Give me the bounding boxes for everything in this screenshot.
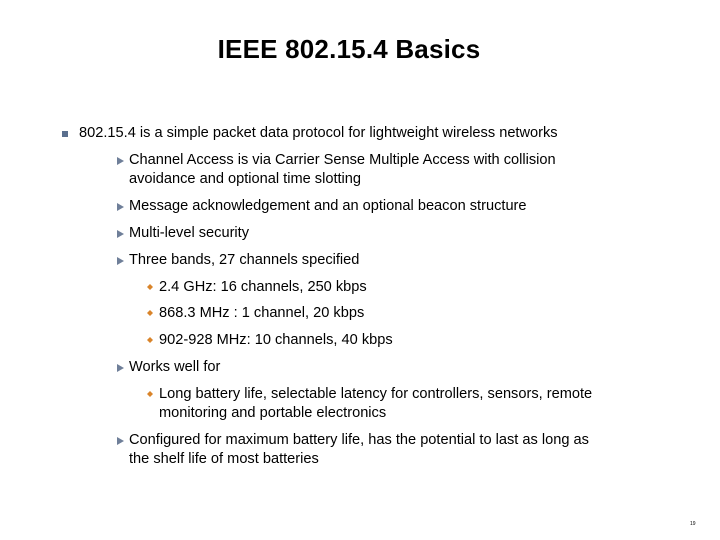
bullet-band-2: 868.3 MHz : 1 channel, 20 kbps	[159, 305, 365, 321]
bullet-configured-cont: the shelf life of most batteries	[129, 451, 319, 467]
bullet-message-ack: Message acknowledgement and an optional beacon structure	[129, 198, 527, 214]
bullet-channel-access: Channel Access is via Carrier Sense Multiple Access with collision	[129, 152, 556, 168]
bullet-main: 802.15.4 is a simple packet data protocol for lightweight wireless networks	[79, 125, 558, 141]
arrow-bullet-icon	[117, 157, 124, 165]
diamond-bullet-icon	[147, 391, 153, 397]
bullet-security: Multi-level security	[129, 225, 250, 241]
arrow-bullet-icon	[117, 230, 124, 238]
bullet-works-detail-cont: monitoring and portable electronics	[159, 405, 387, 421]
arrow-bullet-icon	[117, 364, 124, 372]
page-number: 19	[690, 521, 696, 527]
arrow-bullet-icon	[117, 437, 124, 445]
bullet-works-well: Works well for	[129, 359, 221, 375]
diamond-bullet-icon	[147, 337, 153, 343]
diamond-bullet-icon	[147, 310, 153, 316]
arrow-bullet-icon	[117, 203, 124, 211]
slide-title: IEEE 802.15.4 Basics	[217, 34, 481, 64]
bullet-works-detail: Long battery life, selectable latency for controllers, sensors, remote	[159, 386, 593, 402]
bullet-channel-access-cont: avoidance and optional time slotting	[129, 171, 362, 187]
bullet-configured: Configured for maximum battery life, has the potential to last as long as	[129, 432, 589, 448]
diamond-bullet-icon	[147, 284, 153, 290]
square-bullet-icon	[62, 131, 68, 137]
bullet-bands: Three bands, 27 channels specified	[129, 252, 360, 268]
arrow-bullet-icon	[117, 257, 124, 265]
bullet-band-3: 902-928 MHz: 10 channels, 40 kbps	[159, 332, 393, 348]
bullet-band-1: 2.4 GHz: 16 channels, 250 kbps	[159, 279, 367, 295]
